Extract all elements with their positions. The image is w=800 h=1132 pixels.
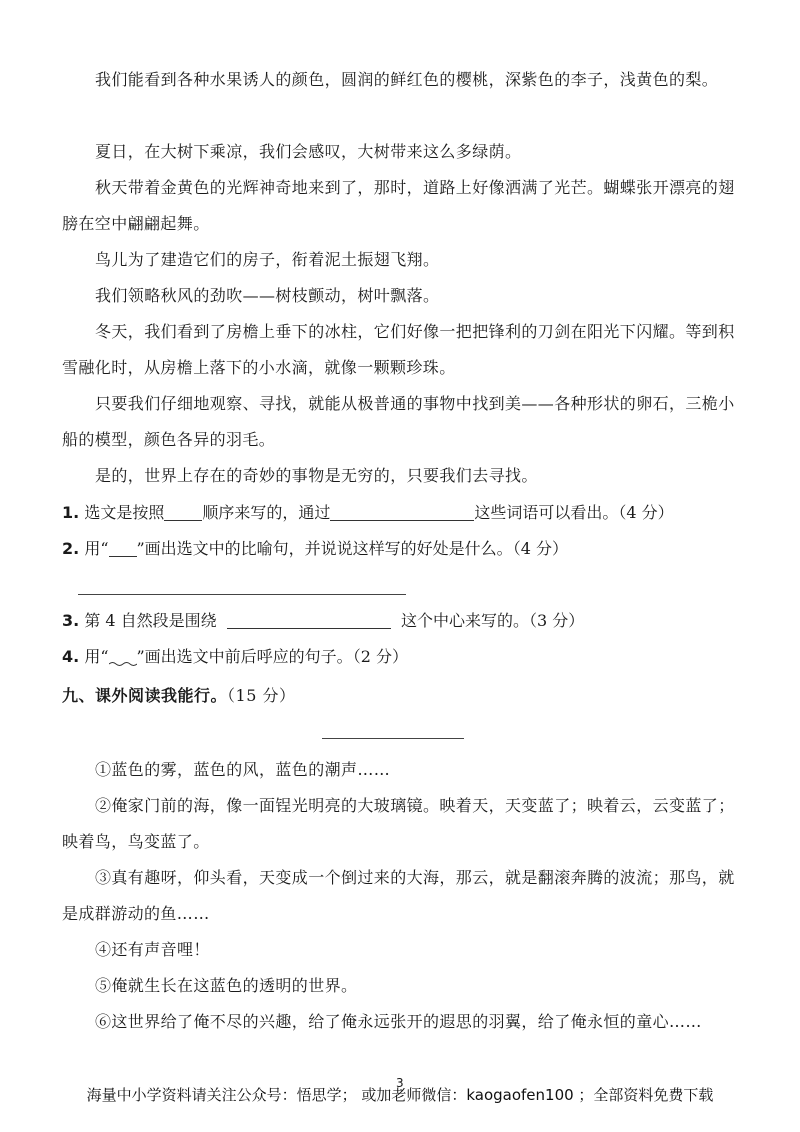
title-blank-line[interactable] xyxy=(322,738,464,739)
passage2-paragraph-4: ④还有声音哩！ xyxy=(95,940,210,959)
passage2-paragraph-3: ③真有趣呀，仰头看，天变成一个倒过来的大海，那云，就是翻滚奔腾的波流；那鸟，就是成群游动的鱼…… xyxy=(62,868,735,923)
passage1-paragraph-5: 我们领略秋风的劲吹——树枝颤动，树叶飘落。 xyxy=(95,286,440,305)
answer-blank[interactable] xyxy=(227,612,391,629)
passage1-paragraph-7: 只要我们仔细地观察、寻找，就能从极普通的事物中找到美——各种形状的卵石，三桅小船的模型，颜色各异的羽毛。 xyxy=(62,394,735,449)
passage2-paragraph-5: ⑤俺就生长在这蓝色的透明的世界。 xyxy=(95,976,358,995)
question-text: 这个中心来写的。 xyxy=(401,611,530,630)
question-text: 顺序来写的，通过 xyxy=(202,503,331,522)
wavy-underline-sample xyxy=(109,649,137,665)
question-text: ”画出选文中前后呼应的句子。 xyxy=(136,647,353,666)
question-text: 用“ xyxy=(84,647,109,666)
question-2 xyxy=(62,539,568,559)
question-number: 4. xyxy=(62,647,80,666)
passage2-paragraph-6: ⑥这世界给了俺不尽的兴趣，给了俺永远张开的遐思的羽翼，给了俺永恒的童心…… xyxy=(95,1012,702,1031)
question-number: 1. xyxy=(62,503,80,522)
question-4 xyxy=(62,647,408,667)
straight-underline-sample xyxy=(109,540,137,557)
question-text: 这些词语可以看出。 xyxy=(474,503,619,522)
question-text: ”画出选文中的比喻句，并说说这样写的好处是什么。 xyxy=(136,539,513,558)
footer-notice: 海量中小学资料请关注公众号：悟思学； 或加老师微信：kaogaofen100 ；全部资料免费下载 xyxy=(86,1086,714,1104)
question-text: 用“ xyxy=(84,539,109,558)
question-text: 选文是按照 xyxy=(84,503,165,522)
question-1 xyxy=(62,503,674,523)
question-score: （3 分） xyxy=(529,611,585,630)
passage2-paragraph-1: ①蓝色的雾，蓝色的风，蓝色的潮声…… xyxy=(95,760,391,779)
passage1-paragraph-3: 秋天带着金黄色的光辉神奇地来到了，那时，道路上好像洒满了光芒。蝴蝶张开漂亮的翅膀在空中翩翩起舞。 xyxy=(62,178,735,233)
page-number: 3 xyxy=(396,1076,404,1090)
answer-line[interactable] xyxy=(78,594,406,595)
answer-blank[interactable] xyxy=(164,504,202,521)
question-score: （4 分） xyxy=(618,503,674,522)
question-score: （2 分） xyxy=(352,647,408,666)
question-number: 2. xyxy=(62,539,80,558)
passage1-paragraph-2: 夏日，在大树下乘凉，我们会感叹，大树带来这么多绿荫。 xyxy=(95,142,522,161)
section-title: 九、课外阅读我能行。 xyxy=(62,686,228,705)
question-3 xyxy=(62,611,584,631)
passage1-paragraph-1: 我们能看到各种水果诱人的颜色，圆润的鲜红色的樱桃，深紫色的李子，浅黄色的梨。 xyxy=(95,70,719,89)
section-9-heading xyxy=(62,683,295,706)
question-number: 3. xyxy=(62,611,80,630)
passage1-paragraph-8: 是的，世界上存在的奇妙的事物是无穷的，只要我们去寻找。 xyxy=(95,466,538,485)
section-score: （15 分） xyxy=(227,686,296,705)
answer-blank[interactable] xyxy=(330,504,474,521)
question-score: （4 分） xyxy=(512,539,568,558)
passage2-paragraph-2: ②俺家门前的海，像一面锃光明亮的大玻璃镜。映着天，天变蓝了；映着云，云变蓝了；映着鸟，鸟变蓝了。 xyxy=(62,796,735,851)
passage1-paragraph-4: 鸟儿为了建造它们的房子，衔着泥土振翅飞翔。 xyxy=(95,250,440,269)
passage1-paragraph-6: 冬天，我们看到了房檐上垂下的冰柱，它们好像一把把锋利的刀剑在阳光下闪耀。等到积雪融化时，从房檐上落下的小水滴，就像一颗颗珍珠。 xyxy=(62,322,735,377)
question-text: 第 4 自然段是围绕 xyxy=(84,611,217,630)
